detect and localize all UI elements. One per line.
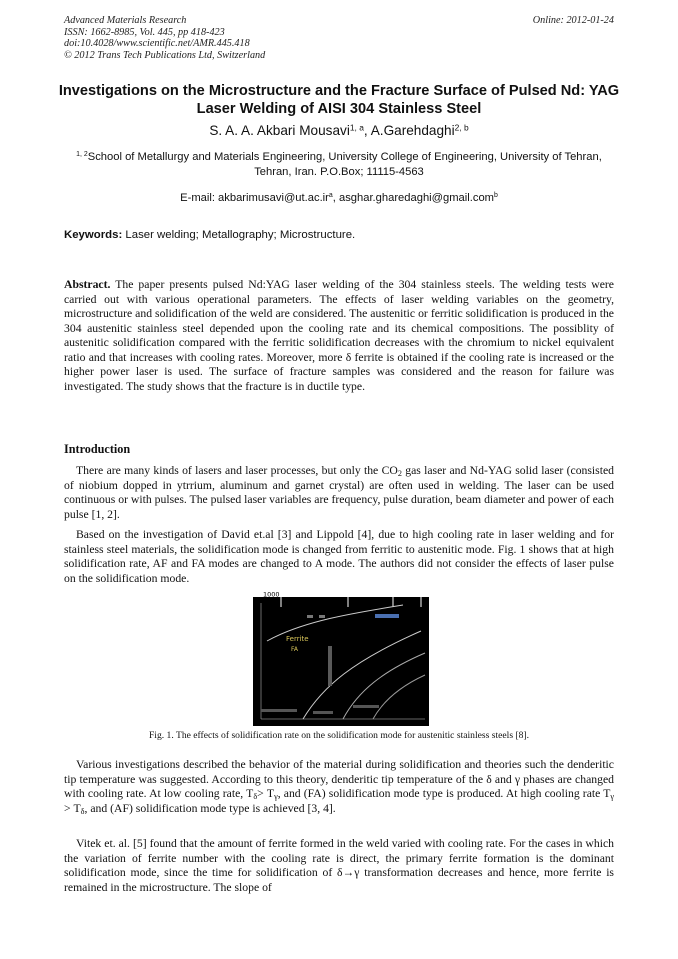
- online-date: Online: 2012-01-24: [532, 15, 614, 26]
- t-gamma-sub: γ: [610, 792, 615, 802]
- introduction-heading: Introduction: [64, 442, 131, 456]
- email-2[interactable]: asghar.gharedaghi@gmail.com: [338, 192, 494, 204]
- email-2-sup: b: [494, 192, 498, 200]
- x-axis-label-smudge: [313, 711, 333, 714]
- body-paragraph-2: Vitek et. al. [5] found that the amount of ferrite formed in the weld varied with cooling rate. For the cases in which the variation of ferrite number with the cooling rate is direct, the primary ferrite formation is the dominant solidification mode, since the time for solidification of δ→γ transformation decreases and hence, more ferrite is remained in the microstructure. The slope of: [64, 837, 614, 894]
- body-paragraph-1: [64, 758, 614, 816]
- mode-boundary-curve: [343, 653, 425, 719]
- keywords-label: Keywords:: [64, 229, 123, 241]
- email-label: E-mail:: [180, 192, 219, 204]
- t-delta-sub: δ: [80, 806, 85, 816]
- intro-p1-text-a: There are many kinds of lasers and laser processes, but only the CO: [76, 464, 398, 477]
- fa-label: FA: [291, 646, 299, 653]
- x-axis-label-smudge: [353, 705, 379, 708]
- paper-title: Investigations on the Microstructure and the Fracture Surface of Pulsed Nd: YAG Laser Welding of AISI 304 Stainless Steel: [58, 83, 620, 117]
- author-1-sup: 1, a: [349, 122, 364, 133]
- journal-name: Advanced Materials Research: [64, 15, 187, 26]
- co2-subscript: 2: [397, 469, 402, 479]
- legend-mark: [375, 614, 399, 618]
- abstract-label: Abstract.: [64, 278, 111, 291]
- copyright-line: © 2012 Trans Tech Publications Ltd, Switzerland: [64, 49, 266, 61]
- email-1[interactable]: akbarimusavi@ut.ac.ir: [218, 192, 329, 204]
- legend-mark: [307, 615, 313, 618]
- email-line: [40, 192, 638, 204]
- p3-text-d: > T: [64, 801, 81, 815]
- vertical-axis-text-smudge: [328, 646, 332, 686]
- solidification-diagram: [253, 591, 429, 726]
- x-axis-label-smudge: [261, 709, 297, 712]
- p3-text-b: > T: [257, 787, 275, 800]
- intro-paragraph-2: Based on the investigation of David et.al [3] and Lippold [4], due to high cooling rate in laser welding and for stainless steel materials, the solidification mode is changed from ferritic to austenitic mode. Fig. 1 shows that at high solidification rate, AF and FA modes are changed to A mode. The authors did not consider the effects of laser pulse on the solidification mode.: [64, 528, 614, 585]
- author-line: [40, 123, 638, 138]
- doi-line: doi:10.4028/www.scientific.net/AMR.445.418: [64, 38, 250, 49]
- figure-1-caption: Fig. 1. The effects of solidification rate on the solidification mode for austenitic stainless steels [8].: [148, 730, 530, 741]
- keywords-text: Laser welding; Metallography; Microstructure.: [122, 229, 356, 241]
- p3-text-e: , and (AF) solidification mode type is achieved [3, 4].: [84, 801, 336, 815]
- t-delta-sub: δ: [253, 792, 258, 802]
- ferrite-label: Ferrite: [286, 635, 309, 643]
- legend-mark: [319, 615, 325, 618]
- p3-text-c: , and (FA) solidification mode type is produced. At high cooling rate T: [277, 787, 611, 800]
- p3-text-a: Various investigations described the behavior of the material during solidification and theories such the denderitic tip temperature was suggested. According to this theory, denderitic tip temperature of the δ and γ phases are changed with cooling rate. At low cooling rate, T: [64, 758, 614, 800]
- figure-1-image: [253, 591, 429, 726]
- affiliation-text: School of Metallurgy and Materials Engineering, University College of Engineering, University of Tehran, Tehran, Iran. P.O.Box; 11115-4563: [87, 151, 602, 178]
- author-separator: ,: [363, 123, 371, 138]
- intro-p1-text-b: gas laser and Nd-YAG solid laser (consisted of niobium dopped in ytrrium, aluminum and garnet crystal) are often used in welding. The laser can be used continuous or with pulses. The pulsed laser variables are frequency, pulse duration, beam diameter and power of each pulse [1, 2].: [64, 464, 615, 521]
- author-2-sup: 2, b: [454, 122, 469, 133]
- author-2: A.Garehdaghi: [370, 123, 455, 138]
- author-1: S. A. A. Akbari Mousavi: [209, 123, 350, 138]
- keywords: [64, 229, 624, 241]
- journal-header: [64, 15, 265, 61]
- intro-paragraph-1: [64, 464, 614, 522]
- y-axis-tick-1000: 1000: [263, 591, 280, 599]
- abstract-text: The paper presents pulsed Nd:YAG laser welding of the 304 stainless steels. The welding tests were carried out with various operational parameters. The effects of laser welding variables on the geometry, microstructure and solidification of the weld are considered. The austenitic or ferritic solidification is produced in the 304 austenitic stainless steel depended upon the cooling rate and its chemical compositions. The possiblity of austenitic solidification compared with the ferritic solidification decreases with the chromium to nickel equivalent ratio and that increases with cooling rates. Moreover, more δ ferrite is obtained if the cooling rate is increased or the higher power laser is used. The surface of fracture samples was considered and the reason for failure was investigated. The study shows that the fracture is in ductile type.: [64, 278, 614, 393]
- email-1-sup: a: [328, 192, 333, 200]
- mode-boundary-curve: [373, 675, 425, 719]
- email-separator: ,: [332, 192, 339, 204]
- abstract: [64, 278, 614, 394]
- affiliation-sup: 1, 2: [76, 151, 88, 159]
- t-gamma-sub: γ: [274, 792, 278, 802]
- issn-line: ISSN: 1662-8985, Vol. 445, pp 418-423: [64, 26, 225, 38]
- affiliation: [64, 150, 614, 179]
